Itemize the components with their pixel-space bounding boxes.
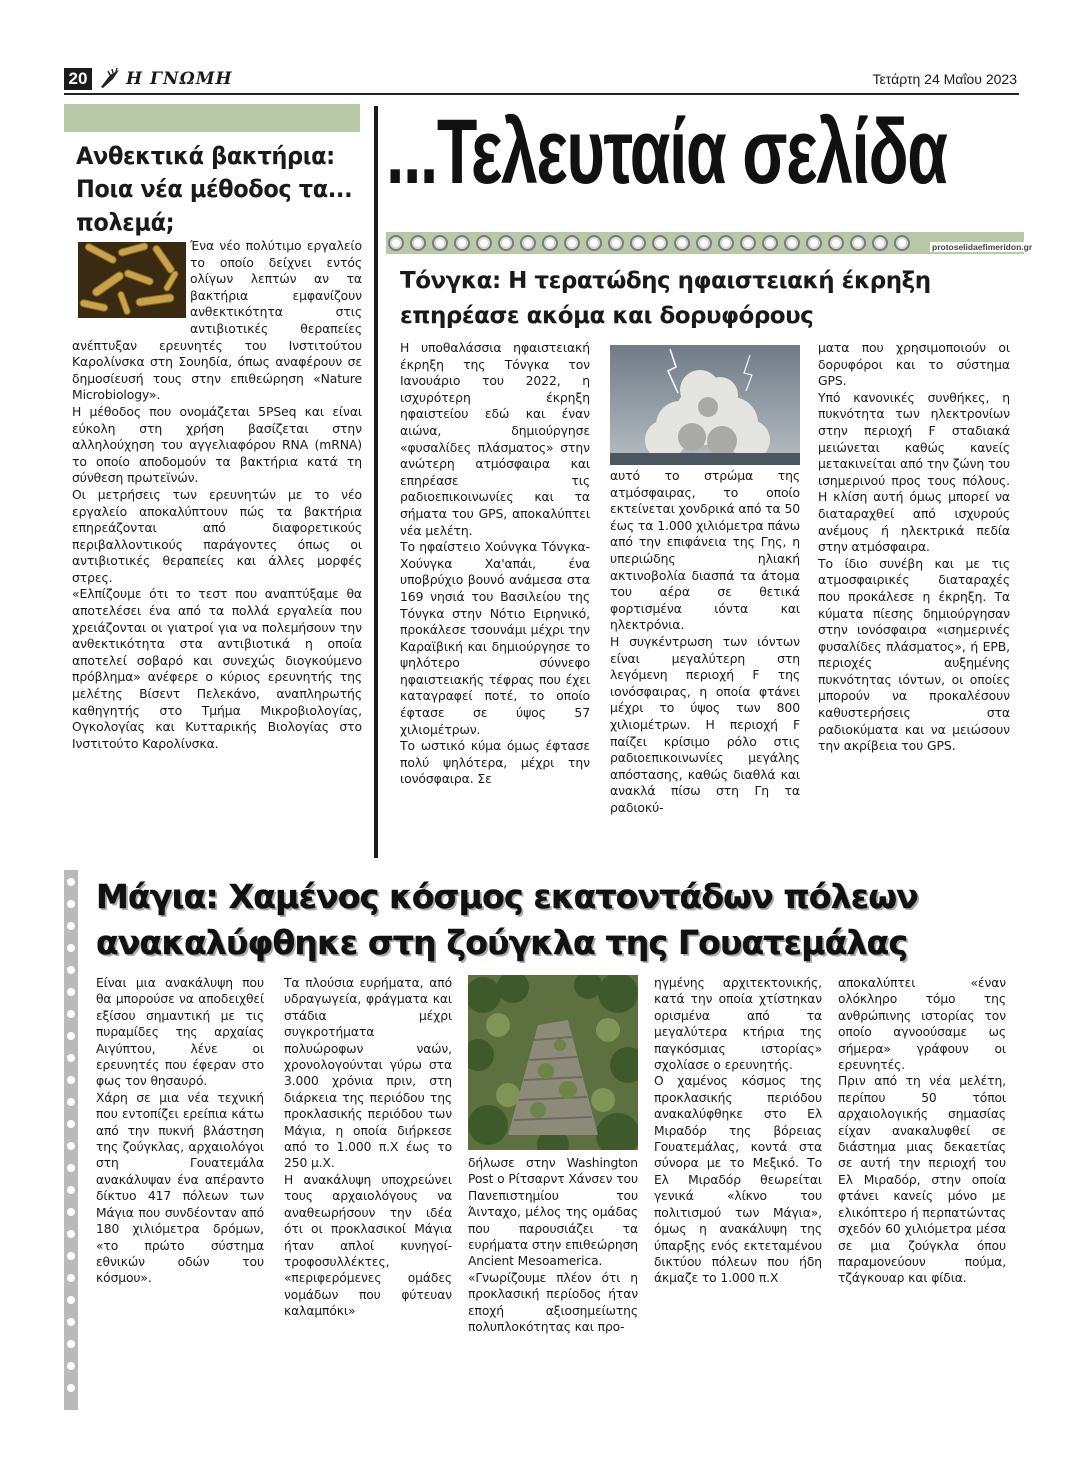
maya-paragraph: δήλωσε στην Washington Post ο Ρίτσαρντ Χάνσεν του Πανεπιστημίου του Άινταχο, μέλος της ομάδας που παρουσιάζει τα ευρήματα στην επιθεώρηση Ancient Mesoamerica. [468,1156,638,1269]
dot [894,235,910,251]
tonga-headline-line: Τόνγκα: Η τερατώδης ηφαιστειακή έκρηξη [400,268,931,294]
tonga-headline-line: επηρέασε ακόμα και δορυφόρους [400,303,814,329]
film-hole [67,900,75,908]
plumed-pen-icon [98,67,122,91]
film-hole [67,1054,75,1062]
bacteria-paragraph: Οι μετρήσεις των ερευνητών με το νέο εργαλείο αποκαλύπτουν πώς τα βακτήρια επηρεάζονται από διαφορετικούς περιβαλλοντικούς παράγοντες όπως οι αντιβιοτικές θεραπείες και άλλες μορφές στρες. [72,486,362,585]
tonga-paragraph: Η συγκέντρωση των ιόντων είναι μεγαλύτερη στη λεγόμενη περιοχή F της ιονόσφαιρας, η οποία φτάνει μέχρι το ύψος των 800 χιλιομέτρων. Η περιοχή F παίζει κρίσιμο ρόλο στις ραδιοεπικοινωνίες μεγάλης απόστασης, καθώς διαθλά και ανακλά πίσω στη Γη τα ραδιοκύ- [610,633,800,815]
film-hole [67,1164,75,1172]
dot [388,235,404,251]
maya-column-1 [96,975,264,1287]
film-hole [67,1230,75,1238]
header-rule [64,93,1019,95]
column-divider [374,106,378,858]
bacteria-headline-line: πολεμά; [76,209,175,238]
maya-paragraph: Πριν από τη νέα μελέτη, περίπου 50 τόποι αρχαιολογικής σημασίας είχαν ανακαλυφθεί σε διάστημα μιας δεκαετίας σε αυτή την περιοχή του Ελ Μιραδόρ, στην οποία φτάνει κανείς μόνο με ελικόπτερο ή περπατώντας σχεδόν 60 χιλιόμετρα μέσα σε μια ζούγκλα όπου παραμονεύουν πούμα, τζάγκουαρ και φίδια. [838,1074,1006,1286]
section-title [386,100,1026,210]
film-hole [67,1340,75,1348]
decorative-dots [388,232,928,254]
maya-paragraph: Η ανακάλυψη υποχρεώνει τους αρχαιολόγους να αναθεωρήσουν την ιδέα ότι οι προκλασικοί Μάγια ήταν απλοί κυνηγοί-τροφοσυλλέκτες, «περιφερόμενες ομάδες νομάδων που φύτευαν καλαμπόκι» [284,1172,452,1319]
dot [784,235,800,251]
film-hole [67,966,75,974]
bacteria-paragraph: Ένα νέο πολύτιμο εργαλείο το οποίο δείχνει εντός ολίγων λεπτών αν τα βακτήρια εμφανίζουν ανθεκτικότητα στις αντιβιοτικές θεραπείες ανέπτυξαν ερευνητές του Ινστιτούτου Καρολίνσκα στη Σουηδία, όπως αναφέρουν σε δημοσίευσή τους στην επιθεώρηση «Nature Microbiology». [72,238,362,403]
newspaper-name: Η ΓΝΩΜΗ [126,69,233,89]
film-hole [67,1120,75,1128]
bacteria-article-body [72,238,362,752]
dot [476,235,492,251]
tonga-paragraph: Υπό κανονικές συνθήκες, η πυκνότητα των ηλεκτρονίων στην περιοχή F σταδιακά μειώνεται καθώς κανείς μετακινείται από την ζώνη του ισημερινού προς τους πόλους. Η κλίση αυτή όμως μπορεί να διαταραχθεί από ισχυρούς ανέμους ή ηλεκτρικά πεδία στην ατμόσφαιρα. [818,389,1010,555]
tonga-paragraph: αυτό το στρώμα της ατμόσφαιρας, το οποίο εκτείνεται χονδρικά από τα 50 έως τα 1.000 χιλιόμετρα πάνω από την επιφάνεια της Γης, η υπεριώδης ηλιακή ακτινοβολία διασπά τα άτομα του αέρα σε θετικά φορτισμένα ιόντα και ηλεκτρόνια. [610,468,801,633]
bacteria-paragraph: «Ελπίζουμε ότι το τεστ που αναπτύξαμε θα αποτελέσει ένα από τα πολλά εργαλεία που χρειάζονται οι γιατροί για να πολεμήσουν την ανθεκτικότητα στα αντιβιοτικά η οποία αποτελεί σοβαρό και συνεχώς διογκούμενο πρόβλημα» ανέφερε ο κύριος ερευνητής της μελέτης Βίσεντ Πελεκάνο, αναπληρωτής καθηγητής στο Τμήμα Μικροβιολογίας, Ογκολογίας και Κυτταρικής Βιολογίας στο Ινστιτούτο Καρολίνσκα. [72,586,362,751]
film-hole [67,1032,75,1040]
bacteria-paragraph: Η μέθοδος που ονομάζεται 5PSeq και είναι εύκολη στη χρήση βασίζεται στην αλληλούχηση του αγγελιαφόρου RNA (mRNA) το οποίο αποδομούν τα βακτήρια κατά τη σύνθεση πρωτεϊνών. [72,403,362,486]
dot [542,235,558,251]
film-hole [67,1098,75,1106]
jungle-pyramid-art [468,975,638,1150]
newspaper-logo [98,66,233,92]
dot [806,235,822,251]
source-watermark: protoselidaefimeridon.gr [932,242,1033,252]
dot [630,235,646,251]
maya-paragraph: αποκαλύπτει «έναν ολόκληρο τόμο της ανθρώπινης ιστορίας τον οποίο αγνοούσαμε ως σήμερα» γράφουν οι ερευνητές. [838,976,1006,1073]
dot [850,235,866,251]
dot [498,235,514,251]
tonga-column-2 [610,468,800,816]
bacteria-headline [76,140,366,240]
film-hole [67,1296,75,1304]
maya-headline [96,874,996,966]
maya-column-3 [468,1155,638,1335]
dot [520,235,536,251]
tonga-headline [400,264,1020,334]
volcano-eruption-art [610,345,800,465]
tonga-paragraph: Η υποθαλάσσια ηφαιστειακή έκρηξη της Τόνγκα τον Ιανουάριο του 2022, η ισχυρότερη έκρηξη ηφαιστείου εδώ και έναν αιώνα, δημιούργησε «φυσαλίδες πλάσματος» στην ανώτερη ατμόσφαιρα και επηρέασε τις ραδιοεπικοινωνίες και τα σήματα του GPS, αποκαλύπτει νέα μελέτη. [400,340,590,538]
section-accent-bar [64,104,360,132]
film-strip-decoration [64,870,78,1410]
dot [740,235,756,251]
film-hole [67,1318,75,1326]
dot [828,235,844,251]
dot [432,235,448,251]
dot [410,235,426,251]
dot [608,235,624,251]
film-hole [67,1384,75,1392]
tonga-paragraph: Το ίδιο συνέβη και με τις ατμοσφαιρικές διαταραχές που προκάλεσε η έκρηξη. Τα κύματα πίεσης δημιούργησαν στην ιονόσφαιρα «ισημερινές φυσαλίδες πλάσματος», ή EPB, περιοχές αυξημένης πυκνότητας ιόντων, οι οποίες μπορούν να προκαλέσουν καθυστερήσεις στα ραδιοκύματα και να μειώσουν την ακρίβεια του GPS. [818,555,1010,754]
dot [762,235,778,251]
dot [586,235,602,251]
tonga-paragraph: ματα που χρησιμοποιούν οι δορυφόροι και το σύστημα GPS. [818,340,1010,389]
jungle-pyramid-photo [468,975,638,1150]
bacteria-headline-line: Ποια νέα μέθοδος τα... [76,175,353,204]
dot [454,235,470,251]
film-hole [67,922,75,930]
film-hole [67,1076,75,1084]
tonga-paragraph: Το ηφαίστειο Χούνγκα Τόνγκα-Χούνγκα Χα'απάι, ένα υποβρύχιο βουνό ανάμεσα στα 169 νησιά του Βασιλείου της Τόνγκα στην Νότιο Ειρηνικό, προκάλεσε τσουνάμι μέχρι την Καραϊβική και δημιούργησε το ψηλότερο σύννεφο ηφαιστειακής τέφρας που έχει καταγραφεί ποτέ, το οποίο έφτασε σε ύψος 57 χιλιομέτρων. [400,539,590,737]
maya-column-4 [654,975,822,1287]
dot [652,235,668,251]
maya-headline-line: ανακαλύφθηκε στη ζούγκλα της Γουατεμάλας [96,923,908,962]
maya-paragraph: ηγμένης αρχιτεκτονικής, κατά την οποία χτίστηκαν ορισμένα από τα μεγαλύτερα κτήρια της παγκόσμιας ιστορίας» σχολίασε ο ερευνητής. [654,976,822,1073]
issue-date: Τετάρτη 24 Μαΐου 2023 [872,71,1017,87]
dot [696,235,712,251]
tonga-paragraph: Το ωστικό κύμα όμως έφτασε πολύ ψηλότερα, μέχρι την ιονόσφαιρα. Σε [400,738,590,787]
maya-paragraph: Είναι μια ανακάλυψη που θα μπορούσε να αποδειχθεί εξίσου σημαντική με τις πυραμίδες της αρχαίας Αιγύπτου, λένε οι ερευνητές που έφεραν στο φως τον θησαυρό. [96,976,264,1089]
section-title-text: ...Τελευταία σελίδα [386,101,947,203]
page-number: 20 [64,68,92,90]
bacteria-headline-line: Ανθεκτικά βακτήρια: [76,142,335,171]
film-hole [67,878,75,886]
film-hole [67,1010,75,1018]
maya-paragraph: Τα πλούσια ευρήματα, από υδραγωγεία, φράγματα και στάδια μέχρι συγκροτήματα πολυώροφων ναών, χρονολογούνται γύρω στα 3.000 χρόνια πριν, στη διάρκεια της περιόδου της προκλασικής περιόδου των Μάγια, η οποία διήρκεσε από το 1.000 π.Χ έως το 250 μ.Χ. [284,976,452,1171]
film-hole [67,1208,75,1216]
maya-paragraph: Ο χαμένος κόσμος της προκλασικής περιόδου ανακαλύφθηκε στο Ελ Μιραδόρ της βόρειας Γουατεμάλας, κοντά στα σύνορα με το Μεξικό. Το Ελ Μιραδόρ θεωρείται γενικά «λίκνο του πολιτισμού των Μάγια», όμως η ανακάλυψη της ύπαρξης ενός εκτεταμένου δικτύου πόλεων που ήδη άκμαζε το 1.000 π.Χ [654,1074,822,1286]
film-hole [67,944,75,952]
film-hole [67,1142,75,1150]
dot [674,235,690,251]
maya-column-2 [284,975,452,1320]
film-hole [67,1274,75,1282]
film-hole [67,1252,75,1260]
film-hole [67,1186,75,1194]
maya-paragraph: Χάρη σε μια νέα τεχνική που εντοπίζει ερείπια κάτω από την πυκνή βλάστηση της ζούγκλας, αρχαιολόγοι στη Γουατεμάλα ανακάλυψαν ένα απέραντο δίκτυο 417 πόλεων των Μάγια που συνδέονταν από 180 χιλιόμετρα δρόμων, «το πρώτο σύστημα εθνικών οδών του κόσμου». [96,1090,264,1286]
dot [872,235,888,251]
maya-paragraph: «Γνωρίζουμε πλέον ότι η προκλασική περίοδος ήταν εποχή αξιοσημείωτης πολυπλοκότητας και προ- [468,1270,638,1335]
maya-column-5 [838,975,1006,1287]
tonga-column-1 [400,340,590,788]
film-hole [67,988,75,996]
dot [564,235,580,251]
dot [718,235,734,251]
maya-headline-line: Μάγια: Χαμένος κόσμος εκατοντάδων πόλεων [96,877,918,916]
volcano-eruption-photo [610,345,800,465]
film-hole [67,1362,75,1370]
tonga-column-3 [818,340,1010,755]
